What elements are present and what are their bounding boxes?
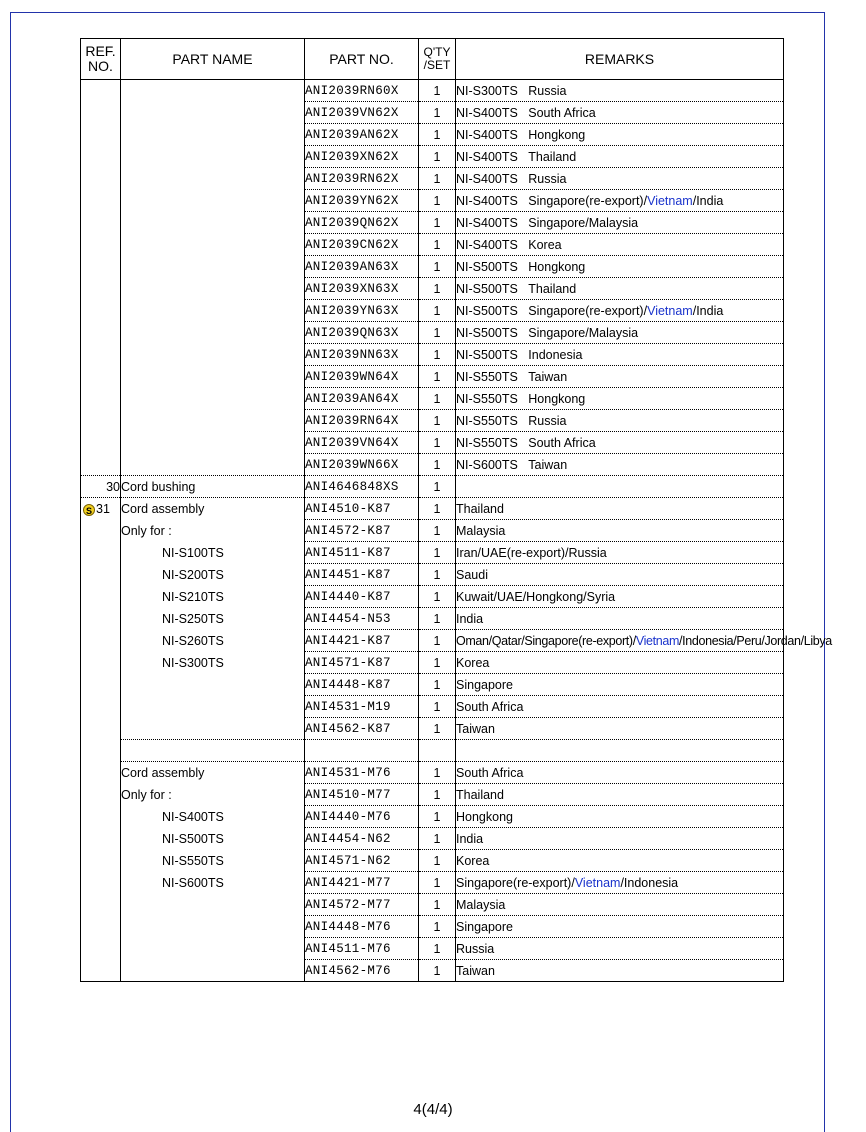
table-row: NI-S260TS ANI4421-K87 1 Oman/Qatar/Singapore(re-export)/Vietnam/Indonesia/Peru/Jordan/Libya	[81, 630, 784, 652]
table-row: ANI2039RN60X 1 NI-S300TS Russia	[81, 80, 784, 102]
table-row: ANI4511-M76 1 Russia	[81, 938, 784, 960]
table-row: NI-S600TS ANI4421-M77 1 Singapore(re-export)/Vietnam/Indonesia	[81, 872, 784, 894]
table-row: ANI2039YN63X 1 NI-S500TS Singapore(re-export)/Vietnam/India	[81, 300, 784, 322]
table-row: S 31 Cord assembly ANI4510-K87 1 Thailand	[81, 498, 784, 520]
header-part-name: PART NAME	[121, 39, 305, 80]
table-row: ANI2039XN63X 1 NI-S500TS Thailand	[81, 278, 784, 300]
table-row: ANI4531-M19 1 South Africa	[81, 696, 784, 718]
table-row: ANI2039AN63X 1 NI-S500TS Hongkong	[81, 256, 784, 278]
header-part-no: PART NO.	[305, 39, 419, 80]
table-row: ANI2039YN62X 1 NI-S400TS Singapore(re-export)/Vietnam/India	[81, 190, 784, 212]
safety-mark-icon: S	[83, 504, 95, 516]
table-row: Only for : ANI4510-M77 1 Thailand	[81, 784, 784, 806]
table-row: NI-S500TS ANI4454-N62 1 India	[81, 828, 784, 850]
table-row: ANI4562-K87 1 Taiwan	[81, 718, 784, 740]
table-row: NI-S550TS ANI4571-N62 1 Korea	[81, 850, 784, 872]
parts-list-table	[80, 38, 832, 982]
table-row: ANI2039XN62X 1 NI-S400TS Thailand	[81, 146, 784, 168]
table-row: ANI2039RN62X 1 NI-S400TS Russia	[81, 168, 784, 190]
table-row: 30 Cord bushing ANI4646848XS 1	[81, 476, 784, 498]
table-row: NI-S200TS ANI4451-K87 1 Saudi	[81, 564, 784, 586]
table-row: ANI2039CN62X 1 NI-S400TS Korea	[81, 234, 784, 256]
table-row: NI-S250TS ANI4454-N53 1 India	[81, 608, 784, 630]
table-row: ANI4448-M76 1 Singapore	[81, 916, 784, 938]
table-header-row	[81, 39, 784, 80]
table-row: ANI2039VN62X 1 NI-S400TS South Africa	[81, 102, 784, 124]
table-row: ANI4448-K87 1 Singapore	[81, 674, 784, 696]
table-row: Only for : ANI4572-K87 1 Malaysia	[81, 520, 784, 542]
table-row: ANI2039VN64X 1 NI-S550TS South Africa	[81, 432, 784, 454]
table-row: ANI4562-M76 1 Taiwan	[81, 960, 784, 982]
table-row: ANI2039AN62X 1 NI-S400TS Hongkong	[81, 124, 784, 146]
header-qty-set: Q'TY /SET	[419, 39, 456, 80]
header-ref-no: REF. NO.	[81, 39, 121, 80]
table-row: ANI2039RN64X 1 NI-S550TS Russia	[81, 410, 784, 432]
table-row: Cord assembly ANI4531-M76 1 South Africa	[81, 762, 784, 784]
table-row: ANI2039QN62X 1 NI-S400TS Singapore/Malaysia	[81, 212, 784, 234]
table-row: ANI2039QN63X 1 NI-S500TS Singapore/Malaysia	[81, 322, 784, 344]
table-row: NI-S210TS ANI4440-K87 1 Kuwait/UAE/Hongkong/Syria	[81, 586, 784, 608]
page-number: 4(4/4)	[413, 1101, 453, 1118]
table-row: NI-S300TS ANI4571-K87 1 Korea	[81, 652, 784, 674]
header-remarks: REMARKS	[456, 39, 784, 80]
table-row: ANI2039WN66X 1 NI-S600TS Taiwan	[81, 454, 784, 476]
table-row: ANI2039AN64X 1 NI-S550TS Hongkong	[81, 388, 784, 410]
table-row: ANI2039WN64X 1 NI-S550TS Taiwan	[81, 366, 784, 388]
table-row: NI-S100TS ANI4511-K87 1 Iran/UAE(re-export)/Russia	[81, 542, 784, 564]
table-row: ANI4572-M77 1 Malaysia	[81, 894, 784, 916]
table-row: NI-S400TS ANI4440-M76 1 Hongkong	[81, 806, 784, 828]
table-row: ANI2039NN63X 1 NI-S500TS Indonesia	[81, 344, 784, 366]
spacer-row	[81, 740, 784, 762]
